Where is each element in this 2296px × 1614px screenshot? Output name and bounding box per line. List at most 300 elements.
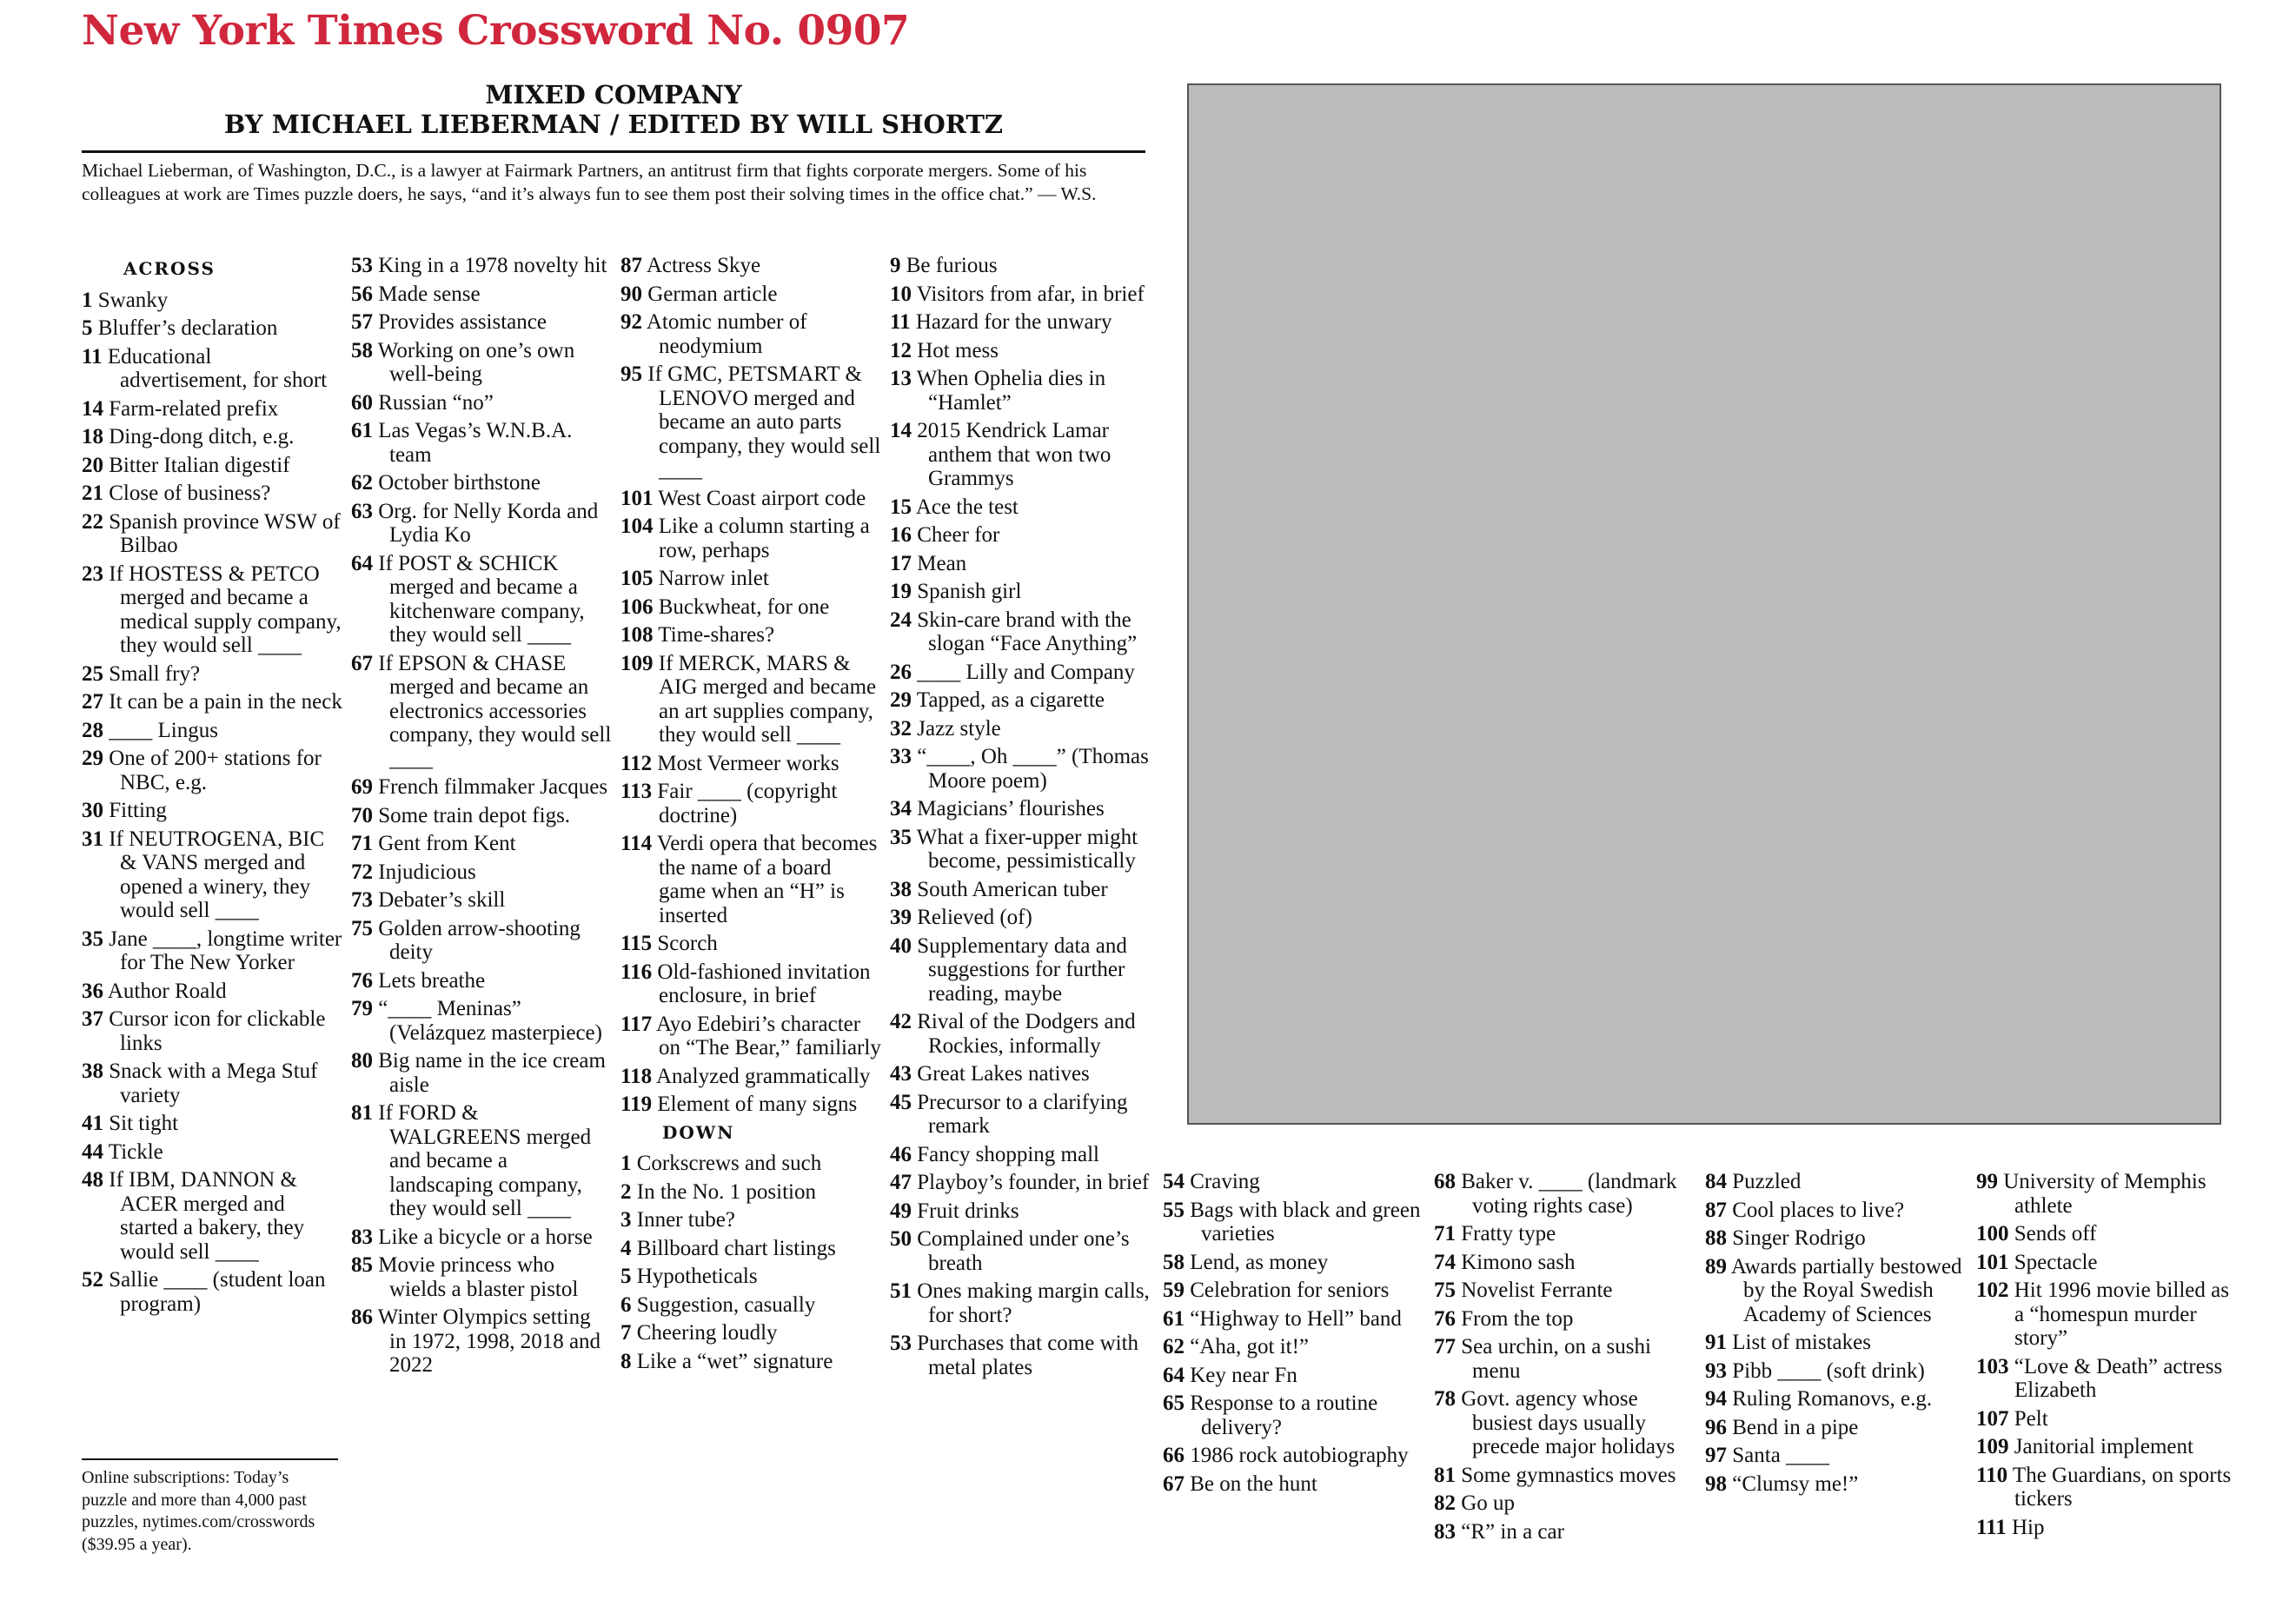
clue-number: 51 (890, 1279, 912, 1303)
down-clue-64[interactable] (1163, 1364, 1423, 1388)
down-clue-51[interactable] (890, 1279, 1151, 1327)
clue-text: Cheering loudly (631, 1321, 778, 1345)
clue-text: Kimono sash (1456, 1250, 1576, 1274)
down-clue-49[interactable] (890, 1199, 1151, 1224)
clue-text: Made sense (373, 282, 481, 306)
clue-number: 85 (351, 1253, 373, 1277)
across-clue-37[interactable] (82, 1007, 342, 1055)
down-clue-71[interactable] (1434, 1222, 1695, 1246)
clue-number: 22 (82, 509, 103, 534)
clue-text: Most Vermeer works (652, 751, 839, 775)
clue-number: 104 (620, 515, 654, 538)
down-clue-50[interactable] (890, 1227, 1151, 1275)
clue-number: 75 (1434, 1279, 1456, 1302)
down-clue-96[interactable] (1705, 1416, 1966, 1440)
down-clue-4[interactable] (620, 1237, 881, 1261)
across-clue-70[interactable] (351, 804, 612, 828)
down-clue-81[interactable] (1434, 1464, 1695, 1488)
down-clue-3[interactable] (620, 1208, 881, 1232)
clue-text: The Guardians, on sports tickers (2007, 1463, 2232, 1511)
down-clue-111[interactable] (1976, 1516, 2237, 1540)
clue-text: Author Roald (103, 979, 227, 1003)
clue-text: Movie princess who wields a blaster pistol (373, 1253, 579, 1301)
down-heading: DOWN (662, 1121, 735, 1143)
clue-text: Educational advertisement, for short (102, 344, 328, 392)
clue-number: 64 (351, 551, 373, 575)
clue-number: 74 (1434, 1250, 1456, 1274)
clue-number: 115 (620, 932, 653, 955)
clue-number: 62 (1163, 1335, 1184, 1358)
clue-text: Complained under one’s breath (912, 1227, 1130, 1275)
clue-number: 112 (620, 751, 653, 775)
clue-text: Lets breathe (373, 968, 486, 993)
clue-number: 58 (1163, 1250, 1184, 1274)
clue-text: Swanky (92, 288, 169, 312)
clue-text: Inner tube? (631, 1208, 735, 1232)
across-clue-86[interactable] (351, 1305, 612, 1378)
down-clue-74[interactable] (1434, 1251, 1695, 1275)
clue-text: Spectacle (2008, 1250, 2098, 1274)
clue-text: Relieved (of) (912, 906, 1032, 929)
clue-number: 81 (1434, 1463, 1456, 1487)
clue-text: Pelt (2008, 1406, 2048, 1431)
across-clue-63[interactable] (351, 500, 612, 548)
down-clue-45[interactable] (890, 1091, 1151, 1139)
down-clue-42[interactable] (890, 1010, 1151, 1058)
across-clue-116[interactable] (620, 960, 881, 1008)
down-clue-101[interactable] (1976, 1251, 2237, 1275)
clue-number: 83 (1434, 1519, 1456, 1544)
clue-number: 108 (620, 623, 654, 647)
clue-text: Ones making margin calls, for short? (912, 1279, 1150, 1327)
clue-number: 70 (351, 803, 373, 827)
across-clue-69[interactable] (351, 775, 612, 800)
clue-text: Atomic number of neodymium (642, 310, 807, 358)
clue-text: Tapped, as a cigarette (912, 688, 1105, 712)
clue-text: Spanish province WSW of Bilbao (103, 509, 341, 557)
across-clue-1[interactable] (82, 289, 342, 313)
clue-number: 44 (82, 1139, 103, 1164)
clue-text: French filmmaker Jacques (373, 775, 608, 799)
down-clue-2[interactable] (620, 1180, 881, 1205)
down-clue-38[interactable] (890, 878, 1151, 902)
clue-number: 5 (82, 316, 93, 340)
clue-number: 45 (890, 1090, 912, 1114)
clue-text: “Highway to Hell” band (1184, 1306, 1402, 1331)
down-clue-77[interactable] (1434, 1335, 1695, 1383)
across-clue-31[interactable] (82, 827, 342, 923)
clue-text: Hypotheticals (631, 1265, 758, 1288)
clue-number: 26 (890, 660, 912, 684)
clue-text: Scorch (652, 932, 718, 955)
across-clue-108[interactable] (620, 623, 881, 648)
clue-text: Mean (912, 551, 967, 575)
across-clue-53[interactable] (351, 254, 612, 278)
down-clue-84[interactable] (1705, 1170, 1966, 1194)
down-clue-65[interactable] (1163, 1391, 1423, 1439)
down-clue-39[interactable] (890, 906, 1151, 930)
down-clue-87[interactable] (1705, 1199, 1966, 1223)
clue-number: 86 (351, 1305, 373, 1329)
clue-number: 16 (890, 523, 912, 547)
clue-text: Debater’s skill (373, 888, 506, 912)
across-clue-109[interactable] (620, 652, 881, 747)
clue-number: 29 (82, 747, 103, 770)
down-clue-13[interactable] (890, 367, 1151, 415)
down-clue-16[interactable] (890, 523, 1151, 548)
clue-number: 13 (890, 367, 912, 390)
clue-number: 1 (620, 1152, 632, 1175)
clue-number: 53 (351, 254, 373, 277)
across-clue-104[interactable] (620, 515, 881, 562)
down-clue-12[interactable] (890, 339, 1151, 363)
down-clue-46[interactable] (890, 1143, 1151, 1167)
across-clue-28[interactable] (82, 719, 342, 743)
clue-text: Playboy’s founder, in brief (912, 1171, 1150, 1194)
down-clue-19[interactable] (890, 580, 1151, 604)
clue-text: Old-fashioned invitation enclosure, in brief (652, 960, 871, 1007)
clue-text: “Clumsy me!” (1727, 1471, 1859, 1496)
across-clue-58[interactable] (351, 339, 612, 387)
clue-number: 109 (620, 651, 654, 675)
across-clue-81[interactable] (351, 1101, 612, 1221)
clue-text: Like a column starting a row, perhaps (653, 515, 870, 562)
down-clue-15[interactable] (890, 495, 1151, 520)
crossword-grid[interactable] (1187, 83, 2221, 1125)
down-clue-54[interactable] (1163, 1170, 1423, 1194)
across-clue-21[interactable] (82, 482, 342, 506)
across-clue-30[interactable] (82, 799, 342, 823)
across-clue-73[interactable] (351, 888, 612, 913)
clue-number: 73 (351, 888, 373, 912)
clue-number: 6 (620, 1292, 632, 1317)
down-clue-32[interactable] (890, 717, 1151, 741)
clue-number: 19 (890, 580, 912, 603)
clue-text: Ace the test (912, 495, 1019, 519)
down-clue-8[interactable] (620, 1350, 881, 1374)
clue-number: 7 (620, 1321, 632, 1345)
clue-number: 20 (82, 453, 103, 477)
clue-number: 49 (890, 1199, 912, 1223)
down-clue-40[interactable] (890, 934, 1151, 1006)
down-clue-83[interactable] (1434, 1520, 1695, 1544)
clue-number: 76 (351, 968, 373, 993)
clue-text: Key near Fn (1184, 1363, 1297, 1387)
across-clue-118[interactable] (620, 1065, 881, 1089)
clue-number: 4 (620, 1236, 632, 1260)
down-clue-6[interactable] (620, 1293, 881, 1318)
across-clue-41[interactable] (82, 1112, 342, 1136)
clue-number: 17 (890, 551, 912, 575)
across-clue-64[interactable] (351, 552, 612, 648)
across-clue-5[interactable] (82, 316, 342, 341)
clue-number: 101 (1976, 1250, 2009, 1274)
clue-number: 65 (1163, 1391, 1184, 1415)
across-clue-115[interactable] (620, 932, 881, 956)
clue-text: Snack with a Mega Stuf variety (103, 1059, 318, 1107)
down-clue-82[interactable] (1434, 1491, 1695, 1516)
clue-number: 33 (890, 745, 912, 768)
clue-number: 57 (351, 310, 373, 334)
down-clue-33[interactable] (890, 745, 1151, 793)
clue-text: Great Lakes natives (912, 1062, 1090, 1086)
clue-text: Rival of the Dodgers and Rockies, informally (912, 1010, 1136, 1058)
down-clue-29[interactable] (890, 688, 1151, 713)
down-clue-100[interactable] (1976, 1222, 2237, 1246)
down-clue-68[interactable] (1434, 1170, 1695, 1218)
clue-number: 98 (1705, 1471, 1727, 1496)
across-clue-112[interactable] (620, 752, 881, 776)
clue-column-8 (1976, 1170, 2237, 1544)
across-clue-56[interactable] (351, 282, 612, 307)
across-clue-80[interactable] (351, 1049, 612, 1097)
clue-number: 93 (1705, 1358, 1727, 1383)
clue-number: 110 (1976, 1463, 2008, 1487)
down-clue-93[interactable] (1705, 1359, 1966, 1384)
clue-number: 119 (620, 1093, 653, 1116)
down-clue-10[interactable] (890, 282, 1151, 307)
across-clue-60[interactable] (351, 391, 612, 415)
clue-text: Corkscrews and such (631, 1152, 822, 1175)
across-clue-101[interactable] (620, 487, 881, 511)
clue-number: 111 (1976, 1515, 2007, 1539)
clue-number: 92 (620, 310, 642, 334)
across-clue-48[interactable] (82, 1168, 342, 1264)
across-clue-62[interactable] (351, 471, 612, 495)
across-clue-71[interactable] (351, 832, 612, 856)
down-clue-7[interactable] (620, 1321, 881, 1345)
clue-text: “Aha, got it!” (1184, 1335, 1310, 1358)
across-clue-23[interactable] (82, 562, 342, 658)
clue-number: 94 (1705, 1387, 1727, 1411)
clue-number: 38 (82, 1059, 103, 1083)
down-clue-61[interactable] (1163, 1307, 1423, 1332)
across-clue-114[interactable] (620, 832, 881, 927)
clue-text: Farm-related prefix (103, 396, 279, 421)
clue-number: 101 (620, 486, 654, 510)
clue-text: Skin-care brand with the slogan “Face Anything” (912, 608, 1138, 655)
across-clue-22[interactable] (82, 510, 342, 558)
down-clue-43[interactable] (890, 1062, 1151, 1086)
clue-number: 42 (890, 1010, 912, 1033)
across-clue-18[interactable] (82, 425, 342, 449)
across-clue-36[interactable] (82, 980, 342, 1004)
clue-number: 80 (351, 1049, 373, 1073)
clue-text: Bluffer’s declaration (92, 316, 278, 340)
down-clue-97[interactable] (1705, 1444, 1966, 1468)
clue-text: Cheer for (912, 523, 1000, 547)
clue-text: It can be a pain in the neck (103, 690, 342, 714)
across-clue-79[interactable] (351, 997, 612, 1045)
down-clue-66[interactable] (1163, 1444, 1423, 1468)
across-clue-92[interactable] (620, 310, 881, 358)
clue-number: 82 (1434, 1491, 1456, 1515)
across-clue-20[interactable] (82, 454, 342, 478)
clue-number: 106 (620, 594, 654, 619)
clue-number: 1 (82, 288, 93, 312)
down-clue-5[interactable] (620, 1265, 881, 1289)
across-clue-117[interactable] (620, 1013, 881, 1060)
clue-number: 10 (890, 282, 912, 306)
down-clue-53[interactable] (890, 1332, 1151, 1379)
down-clue-24[interactable] (890, 608, 1151, 656)
clue-text: Ding-dong ditch, e.g. (103, 425, 295, 448)
down-clue-98[interactable] (1705, 1472, 1966, 1497)
across-clue-44[interactable] (82, 1140, 342, 1165)
down-clue-35[interactable] (890, 826, 1151, 873)
across-clue-57[interactable] (351, 310, 612, 335)
down-clue-11[interactable] (890, 310, 1151, 335)
clue-text: One of 200+ stations for NBC, e.g. (103, 747, 322, 794)
down-clue-89[interactable] (1705, 1255, 1966, 1327)
clue-text: Spanish girl (912, 580, 1022, 603)
clue-text: Ruling Romanovs, e.g. (1727, 1387, 1933, 1411)
clue-text: Analyzed grammatically (652, 1064, 871, 1088)
down-clue-1[interactable] (620, 1152, 881, 1176)
down-clue-102[interactable] (1976, 1279, 2237, 1351)
clue-number: 78 (1434, 1387, 1456, 1411)
across-clue-27[interactable] (82, 690, 342, 714)
down-clue-94[interactable] (1705, 1387, 1966, 1411)
puzzle-name: MIXED COMPANY (485, 80, 742, 110)
across-clue-72[interactable] (351, 860, 612, 885)
down-clue-9[interactable] (890, 254, 1151, 278)
across-clue-29[interactable] (82, 747, 342, 794)
clue-number: 9 (890, 254, 901, 277)
across-clue-83[interactable] (351, 1225, 612, 1250)
clue-number: 102 (1976, 1279, 2009, 1302)
across-clue-105[interactable] (620, 567, 881, 591)
clue-number: 113 (620, 780, 653, 803)
across-clue-90[interactable] (620, 282, 881, 307)
clue-number: 14 (82, 396, 103, 421)
clue-number: 83 (351, 1225, 373, 1249)
clue-number: 41 (82, 1112, 103, 1135)
down-clue-26[interactable] (890, 661, 1151, 685)
clue-text: Las Vegas’s W.N.B.A. team (373, 419, 573, 467)
clue-text: Hot mess (912, 338, 999, 362)
down-clue-67[interactable] (1163, 1472, 1423, 1497)
down-clue-103[interactable] (1976, 1355, 2237, 1403)
clue-number: 96 (1705, 1415, 1727, 1439)
clue-number: 66 (1163, 1444, 1184, 1467)
down-clue-34[interactable] (890, 797, 1151, 821)
across-clue-119[interactable] (620, 1093, 881, 1117)
clue-text: Sit tight (103, 1112, 179, 1135)
across-clue-14[interactable] (82, 397, 342, 422)
clue-column-6 (1434, 1170, 1695, 1548)
clue-text: List of mistakes (1727, 1331, 1871, 1354)
down-clue-47[interactable] (890, 1171, 1151, 1195)
clue-number: 8 (620, 1349, 632, 1373)
across-clue-38[interactable] (82, 1059, 342, 1107)
clue-text: Winter Olympics setting in 1972, 1998, 2018 and 2022 (373, 1305, 601, 1377)
down-clue-55[interactable] (1163, 1199, 1423, 1246)
down-clue-88[interactable] (1705, 1226, 1966, 1251)
clue-number: 56 (351, 282, 373, 306)
across-clue-67[interactable] (351, 652, 612, 772)
down-clue-109[interactable] (1976, 1435, 2237, 1459)
clue-text: Response to a routine delivery? (1184, 1391, 1378, 1439)
constructor-note: Michael Lieberman, of Washington, D.C., is a lawyer at Fairmark Partners, an antitrust firm that fights corporate mergers. Some of his colleagues at work are Times puzzle doers, he says, “and it’s always fun to see them post their solving times in the office chat.” — W.S. (82, 160, 1097, 204)
clue-text: Visitors from afar, in brief (912, 282, 1145, 306)
across-clue-87[interactable] (620, 254, 881, 278)
across-clue-35[interactable] (82, 927, 342, 975)
clue-number: 100 (1976, 1222, 2009, 1245)
down-clue-17[interactable] (890, 552, 1151, 576)
clue-text: When Ophelia dies in “Hamlet” (912, 367, 1106, 415)
clue-text: South American tuber (912, 877, 1108, 901)
clue-number: 40 (890, 933, 912, 958)
down-clue-107[interactable] (1976, 1407, 2237, 1431)
puzzle-title: New York Times Crossword No. 0907 (82, 7, 910, 55)
clue-text: Magicians’ flourishes (912, 797, 1105, 820)
down-clue-78[interactable] (1434, 1387, 1695, 1459)
clue-text: If POST & SCHICK merged and became a kitchenware company, they would sell ____ (373, 551, 585, 647)
clue-text: Verdi opera that becomes the name of a board game when an “H” is inserted (652, 832, 878, 927)
down-clue-62[interactable] (1163, 1335, 1423, 1359)
across-clue-106[interactable] (620, 595, 881, 620)
clue-number: 89 (1705, 1254, 1727, 1279)
across-clue-95[interactable] (620, 362, 881, 482)
clue-text: Narrow inlet (653, 567, 769, 590)
down-clue-110[interactable] (1976, 1464, 2237, 1511)
clue-text: Hazard for the unwary (910, 310, 1112, 334)
clue-number: 91 (1705, 1331, 1727, 1354)
across-clue-25[interactable] (82, 662, 342, 687)
clue-text: Fair ____ (copyright doctrine) (652, 780, 838, 827)
clue-number: 11 (890, 310, 911, 334)
clue-column-7 (1705, 1170, 1966, 1500)
clue-text: Ayo Edebiri’s character on “The Bear,” familiarly (652, 1012, 881, 1059)
clue-text: If FORD & WALGREENS merged and became a landscaping company, they would sell ____ (373, 1101, 592, 1220)
across-clue-75[interactable] (351, 917, 612, 965)
clue-number: 53 (890, 1332, 912, 1355)
across-clue-11[interactable] (82, 345, 342, 393)
clue-text: Govt. agency whose busiest days usually precede major holidays (1456, 1387, 1676, 1458)
clue-text: Jane ____, longtime writer for The New Yorker (103, 927, 342, 974)
clue-text: Purchases that come with metal plates (912, 1332, 1139, 1379)
clue-text: If HOSTESS & PETCO merged and became a medical supply company, they would sell ____ (103, 561, 342, 657)
across-clue-85[interactable] (351, 1253, 612, 1301)
across-clue-52[interactable] (82, 1268, 342, 1316)
clue-column-2 (351, 254, 612, 1382)
down-clue-76[interactable] (1434, 1307, 1695, 1332)
down-clue-59[interactable] (1163, 1279, 1423, 1303)
down-clue-99[interactable] (1976, 1170, 2237, 1218)
clue-text: Fancy shopping mall (912, 1142, 1099, 1166)
clue-text: “____, Oh ____” (Thomas Moore poem) (912, 745, 1149, 793)
down-clue-75[interactable] (1434, 1279, 1695, 1303)
clue-number: 67 (351, 651, 373, 675)
clue-number: 54 (1163, 1170, 1184, 1193)
clue-number: 84 (1705, 1170, 1727, 1193)
across-clue-113[interactable] (620, 780, 881, 827)
across-clue-76[interactable] (351, 969, 612, 993)
clue-text: Singer Rodrigo (1727, 1226, 1866, 1250)
down-clue-91[interactable] (1705, 1331, 1966, 1355)
clue-text: University of Memphis athlete (1998, 1170, 2206, 1218)
down-clue-14[interactable] (890, 419, 1151, 491)
clue-text: Hip (2006, 1515, 2045, 1539)
clue-text: Sea urchin, on a sushi menu (1456, 1335, 1651, 1383)
down-clue-58[interactable] (1163, 1251, 1423, 1275)
across-clue-61[interactable] (351, 419, 612, 467)
clue-number: 35 (82, 927, 103, 951)
clue-text: If NEUTROGENA, BIC & VANS merged and opened a winery, they would sell ____ (103, 827, 325, 922)
clue-number: 61 (1163, 1306, 1184, 1331)
clue-text: Fitting (103, 799, 167, 822)
